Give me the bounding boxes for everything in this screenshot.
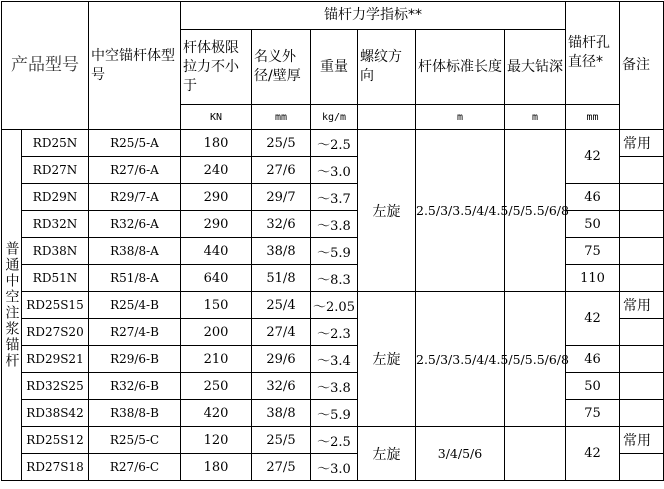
cell-weight: ～3.8	[311, 211, 358, 238]
cell-diameter: 32/6	[252, 373, 311, 400]
unit-hole: mm	[566, 105, 620, 130]
cell-length: 2.5/3/3.5/4/4.5/5/5.5/6/8	[416, 292, 505, 427]
cell-remark	[620, 184, 664, 211]
cell-remark	[620, 373, 664, 400]
unit-thread	[358, 105, 416, 130]
cell-weight: ～3.7	[311, 184, 358, 211]
cell-model: RD27S20	[22, 319, 89, 346]
cell-remark: 常用	[620, 427, 664, 454]
cell-length: 2.5/3/3.5/4/4.5/5/5.5/6/8	[416, 130, 505, 292]
cell-weight: ～2.5	[311, 130, 358, 157]
cell-tensile: 290	[181, 211, 252, 238]
cell-tensile: 440	[181, 238, 252, 265]
header-thread: 螺纹方向	[358, 30, 416, 105]
header-depth: 最大钻深	[505, 30, 566, 105]
header-hole-diameter: 锚杆孔直径*	[566, 2, 620, 105]
cell-body: R27/6-C	[89, 454, 181, 481]
cell-model: RD38S42	[22, 400, 89, 427]
cell-hole: 110	[566, 265, 620, 292]
unit-depth: m	[505, 105, 566, 130]
cell-body: R29/7-A	[89, 184, 181, 211]
cell-thread: 左旋	[358, 292, 416, 427]
cell-body: R27/6-A	[89, 157, 181, 184]
header-mechanical-group: 锚杆力学指标**	[181, 2, 566, 30]
cell-weight: ～8.3	[311, 265, 358, 292]
anchor-spec-table	[1, 1, 664, 481]
cell-hole: 46	[566, 346, 620, 373]
cell-weight: ～3.8	[311, 373, 358, 400]
cell-model: RD32N	[22, 211, 89, 238]
cell-model: RD25N	[22, 130, 89, 157]
cell-tensile: 200	[181, 319, 252, 346]
cell-weight: ～5.9	[311, 238, 358, 265]
header-length: 杆体标准长度	[416, 30, 505, 105]
cell-diameter: 32/6	[252, 211, 311, 238]
cell-remark	[620, 157, 664, 184]
header-diameter: 名义外径/壁厚	[252, 30, 311, 105]
cell-tensile: 150	[181, 292, 252, 319]
cell-remark	[620, 319, 664, 346]
cell-hole: 42	[566, 427, 620, 481]
header-tensile: 杆体极限拉力不小于	[181, 30, 252, 105]
table-header	[2, 2, 664, 130]
cell-weight: ～5.9	[311, 400, 358, 427]
cell-length: 3/4/5/6	[416, 427, 505, 481]
cell-tensile: 180	[181, 454, 252, 481]
cell-remark	[620, 346, 664, 373]
cell-diameter: 27/4	[252, 319, 311, 346]
header-body-model: 中空锚杆体型号	[89, 2, 181, 130]
cell-body: R38/8-B	[89, 400, 181, 427]
cell-body: R25/4-B	[89, 292, 181, 319]
cell-weight: ～2.05	[311, 292, 358, 319]
cell-remark: 常用	[620, 130, 664, 157]
cell-tensile: 290	[181, 184, 252, 211]
cell-depth	[505, 427, 566, 481]
header-remark: 备注	[620, 2, 664, 130]
cell-diameter: 38/8	[252, 400, 311, 427]
unit-weight: kg/m	[311, 105, 358, 130]
cell-remark	[620, 454, 664, 481]
cell-diameter: 25/4	[252, 292, 311, 319]
cell-model: RD32S25	[22, 373, 89, 400]
cell-remark	[620, 238, 664, 265]
cell-hole: 42	[566, 130, 620, 184]
cell-model: RD51N	[22, 265, 89, 292]
cell-diameter: 29/7	[252, 184, 311, 211]
cell-diameter: 25/5	[252, 427, 311, 454]
cell-body: R25/5-C	[89, 427, 181, 454]
cell-diameter: 27/5	[252, 454, 311, 481]
cell-body: R29/6-B	[89, 346, 181, 373]
cell-model: RD27S18	[22, 454, 89, 481]
cell-hole: 50	[566, 211, 620, 238]
cell-model: RD25S12	[22, 427, 89, 454]
cell-thread: 左旋	[358, 427, 416, 481]
cell-tensile: 210	[181, 346, 252, 373]
cell-diameter: 27/6	[252, 157, 311, 184]
cell-model: RD25S15	[22, 292, 89, 319]
cell-hole: 75	[566, 400, 620, 427]
cell-weight: ～3.4	[311, 346, 358, 373]
cell-remark	[620, 265, 664, 292]
cell-model: RD29N	[22, 184, 89, 211]
cell-model: RD27N	[22, 157, 89, 184]
cell-body: R38/8-A	[89, 238, 181, 265]
cell-tensile: 180	[181, 130, 252, 157]
cell-body: R51/8-A	[89, 265, 181, 292]
cell-weight: ～3.0	[311, 157, 358, 184]
cell-body: R25/5-A	[89, 130, 181, 157]
cell-hole: 50	[566, 373, 620, 400]
cell-weight: ～3.0	[311, 454, 358, 481]
unit-length: m	[416, 105, 505, 130]
cell-hole: 46	[566, 184, 620, 211]
cell-diameter: 25/5	[252, 130, 311, 157]
cell-diameter: 38/8	[252, 238, 311, 265]
category-label: 普通中空注浆锚杆	[2, 130, 22, 481]
cell-remark	[620, 400, 664, 427]
cell-remark: 常用	[620, 292, 664, 319]
cell-body: R32/6-A	[89, 211, 181, 238]
cell-tensile: 250	[181, 373, 252, 400]
cell-body: R32/6-B	[89, 373, 181, 400]
cell-tensile: 640	[181, 265, 252, 292]
cell-weight: ～2.3	[311, 319, 358, 346]
unit-diameter: mm	[252, 105, 311, 130]
unit-tensile: KN	[181, 105, 252, 130]
cell-tensile: 240	[181, 157, 252, 184]
cell-diameter: 29/6	[252, 346, 311, 373]
cell-hole: 75	[566, 238, 620, 265]
cell-thread: 左旋	[358, 130, 416, 292]
header-weight: 重量	[311, 30, 358, 105]
cell-hole: 42	[566, 292, 620, 346]
cell-diameter: 51/8	[252, 265, 311, 292]
cell-weight: ～2.5	[311, 427, 358, 454]
cell-model: RD29S21	[22, 346, 89, 373]
header-product-model: 产品型号	[2, 2, 89, 130]
cell-model: RD38N	[22, 238, 89, 265]
cell-tensile: 120	[181, 427, 252, 454]
cell-remark	[620, 211, 664, 238]
cell-tensile: 420	[181, 400, 252, 427]
table-body	[2, 130, 664, 481]
cell-body: R27/4-B	[89, 319, 181, 346]
